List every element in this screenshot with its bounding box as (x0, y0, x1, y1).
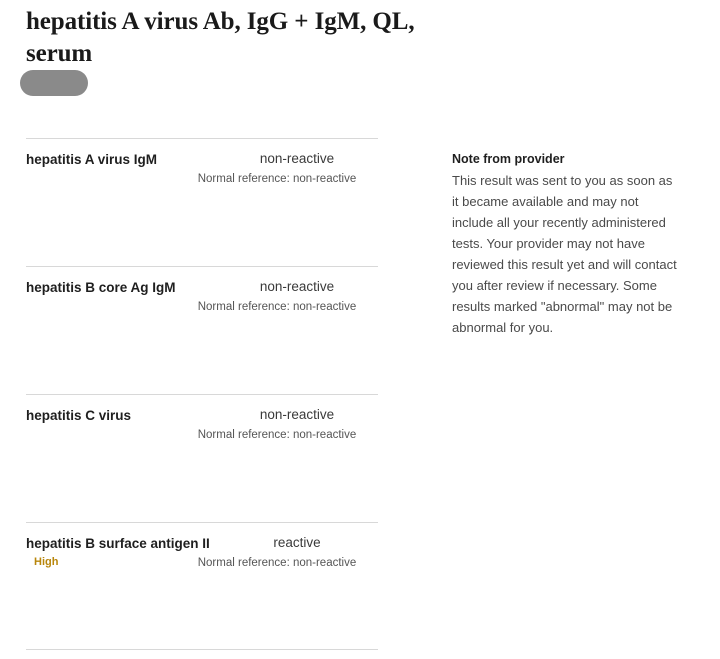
result-row (26, 266, 378, 394)
test-reference: Normal reference: non-reactive (197, 429, 357, 441)
test-name: hepatitis B core Ag IgM (26, 280, 176, 295)
result-row (26, 138, 378, 266)
page-title: hepatitis A virus Ab, IgG + IgM, QL, serum (26, 8, 415, 67)
test-value: non-reactive (259, 407, 335, 422)
provider-note-title: Note from provider (452, 152, 565, 166)
test-name: hepatitis A virus IgM (26, 152, 158, 167)
test-name: hepatitis B surface antigen II (26, 536, 210, 551)
redacted-patient-info (20, 70, 88, 96)
provider-note-body: This result was sent to you as soon as it became available and may not include all your recently administered tests. Your provider may not have reviewed this result yet and will contact you after review if necessary. Some results marked "abnormal" may not be abnormal for you. (452, 173, 677, 336)
test-reference: Normal reference: non-reactive (197, 557, 357, 569)
result-row (26, 394, 378, 522)
test-value: non-reactive (259, 279, 335, 294)
test-name: hepatitis C virus (26, 408, 132, 423)
test-value: reactive (273, 535, 321, 550)
test-value: non-reactive (259, 151, 335, 166)
test-reference: Normal reference: non-reactive (197, 173, 357, 185)
result-row (26, 522, 378, 650)
result-flag: High (34, 556, 59, 568)
provider-note (452, 152, 680, 338)
test-reference: Normal reference: non-reactive (197, 301, 357, 313)
results-list (26, 138, 378, 650)
